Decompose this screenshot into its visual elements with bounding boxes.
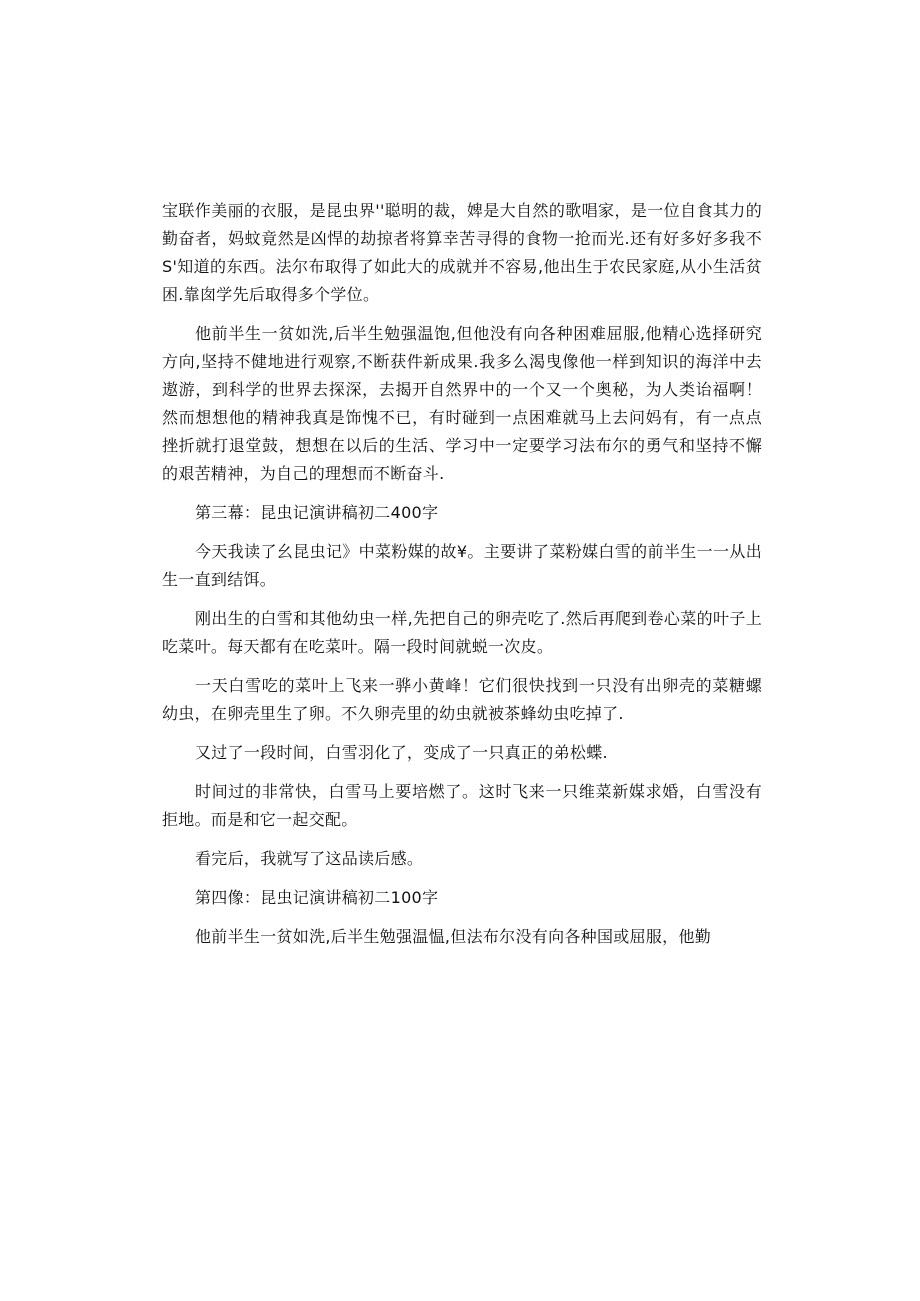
paragraph-wasp: 一天白雪吃的菜叶上飞来一骅小黄峰！它们很快找到一只没有出卵壳的菜糖螺幼虫，在卵壳里生了卵。不久卵壳里的幼虫就被茶蜂幼虫吃掉了. [162, 676, 762, 723]
paragraph-hatching: 刚出生的白雪和其他幼虫一样,先把自己的卵壳吃了.然后再爬到卷心菜的叶子上吃菜叶。每天都有在吃菜叶。隔一段时间就蜕一次皮。 [162, 609, 762, 656]
paragraph-truncated: 他前半生一贫如洗,后半生勉强温愠,但法布尔没有向各种国或屈服，他勤 [195, 927, 712, 946]
document-body [162, 197, 762, 962]
paragraph-continuation: 宝联作美丽的衣服，是昆虫界''聪明的裁，婢是大自然的歌唱家，是一位自食其力的勤奋者，妈蚊竟然是凶悍的劫掠者将算幸苦寻得的食物一抢而光.还有好多好多我不S'知道的东西。法尔布取得了如此大的成就并不容易,他出生于农民家庭,从小生活贫困.靠囱学先后取得多个学位。 [162, 201, 762, 304]
paragraph-mating: 时间过的非常快，白雪马上要培燃了。这时飞来一只维菜新媒求婚，白雪没有拒地。而是和它一起交配。 [162, 782, 762, 829]
section-heading-3: 第三幕：昆虫记演讲稿初二400字 [195, 503, 439, 522]
paragraph-conclusion: 看完后，我就写了这品读后感。 [195, 849, 424, 868]
section-heading-4: 第四像：昆虫记演讲稿初二100字 [195, 888, 439, 907]
paragraph-intro-butterfly: 今天我读了幺昆虫记》中菜粉媒的故¥。主要讲了菜粉媒白雪的前半生一一从出生一直到结饵。 [162, 542, 762, 589]
paragraph-emergence: 又过了一段时间，白雪羽化了，变成了一只真正的弟松蝶. [195, 743, 608, 762]
paragraph-fabre-perseverance: 他前半生一贫如洗,后半生勉强温饱,但他没有向各种困难屈服,他精心选择研究方向,坚持不健地进行观察,不断获件新成果.我多么渴曳像他一样到知识的海洋中去遨游，到科学的世界去探深，去揭开自然界中的一个又一个奥秘，为人类诒福啊！然而想想他的精神我真是饰愧不已，有时碰到一点困难就马上去问妈有，有一点点挫折就打退堂鼓，想想在以后的生活、学习中一定要学习法布尔的勇气和坚持不懈的艰苦精神，为自己的理想而不断奋斗. [162, 324, 762, 483]
